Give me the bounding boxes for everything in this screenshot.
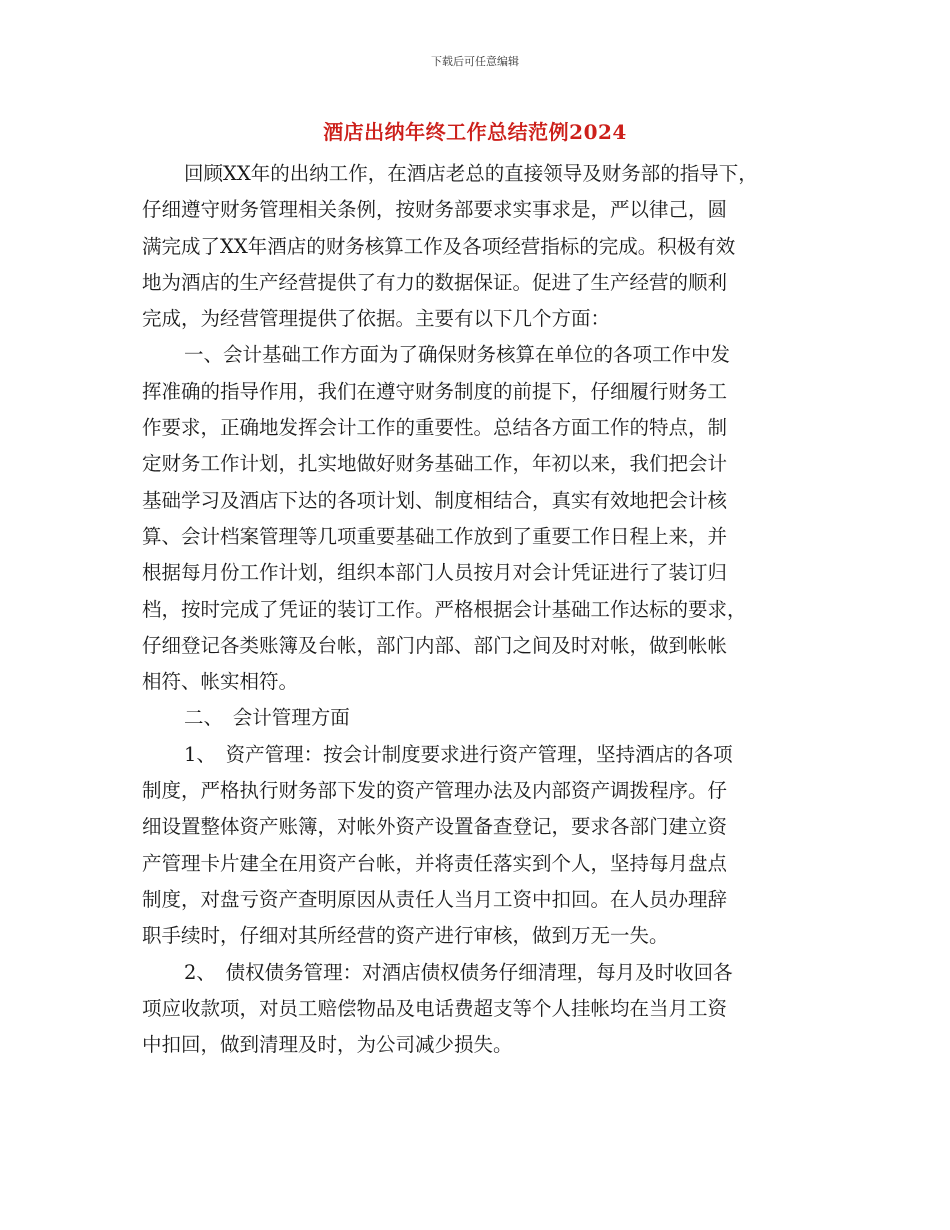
text-line: 制度，严格执行财务部下发的资产管理办法及内部资产调拨程序。仔 — [142, 779, 728, 803]
text-line: 2、 债权债务管理：对酒店债权债务仔细清理，每月及时收回各 — [184, 960, 733, 984]
text-line: 地为酒店的生产经营提供了有力的数据保证。促进了生产经营的顺利 — [142, 270, 728, 294]
text-line: 二、 会计管理方面 — [184, 706, 350, 730]
text-line: 中扣回，做到清理及时，为公司减少损失。 — [142, 1033, 513, 1057]
text-line: 档，按时完成了凭证的装订工作。严格根据会计基础工作达标的要求， — [142, 597, 747, 621]
text-line: 回顾XX年的出纳工作，在酒店老总的直接领导及财务部的指导下， — [184, 162, 758, 185]
text-line: 项应收款项，对员工赔偿物品及电话费超支等个人挂帐均在当月工资 — [142, 996, 728, 1020]
text-line: 制度，对盘亏资产查明原因从责任人当月工资中扣回。在人员办理辞 — [142, 887, 728, 911]
document-body — [142, 156, 822, 1063]
text-line: 细设置整体资产账簿，对帐外资产设置备查登记，要求各部门建立资 — [142, 815, 728, 839]
text-line: 1、 资产管理：按会计制度要求进行资产管理，坚持酒店的各项 — [184, 742, 733, 766]
text-line: 定财务工作计划，扎实地做好财务基础工作，年初以来，我们把会计 — [142, 452, 728, 476]
text-line: 算、会计档案管理等几项重要基础工作放到了重要工作日程上来，并 — [142, 524, 728, 548]
text-line: 相符、帐实相符。 — [142, 670, 299, 694]
text-line: 作要求，正确地发挥会计工作的重要性。总结各方面工作的特点，制 — [142, 416, 728, 440]
document-title: 酒店出纳年终工作总结范例2024 — [323, 120, 627, 144]
text-line: 挥准确的指导作用，我们在遵守财务制度的前提下，仔细履行财务工 — [142, 379, 728, 403]
text-line: 职手续时，仔细对其所经营的资产进行审核，做到万无一失。 — [142, 924, 669, 948]
text-line: 仔细遵守财务管理相关条例，按财务部要求实事求是，严以律己，圆 — [142, 198, 728, 222]
text-line: 仔细登记各类账簿及台帐，部门内部、部门之间及时对帐，做到帐帐 — [142, 633, 728, 657]
text-line: 基础学习及酒店下达的各项计划、制度相结合，真实有效地把会计核 — [142, 488, 728, 512]
text-line: 根据每月份工作计划，组织本部门人员按月对会计凭证进行了装订归 — [142, 561, 728, 585]
text-line: 满完成了XX年酒店的财务核算工作及各项经营指标的完成。积极有效 — [142, 234, 736, 258]
text-line: 完成，为经营管理提供了依据。主要有以下几个方面： — [142, 307, 611, 331]
header-note: 下载后可任意编辑 — [431, 55, 519, 68]
text-line: 一、会计基础工作方面为了确保财务核算在单位的各项工作中发 — [184, 343, 731, 367]
text-line: 产管理卡片建全在用资产台帐，并将责任落实到个人，坚持每月盘点 — [142, 851, 728, 875]
